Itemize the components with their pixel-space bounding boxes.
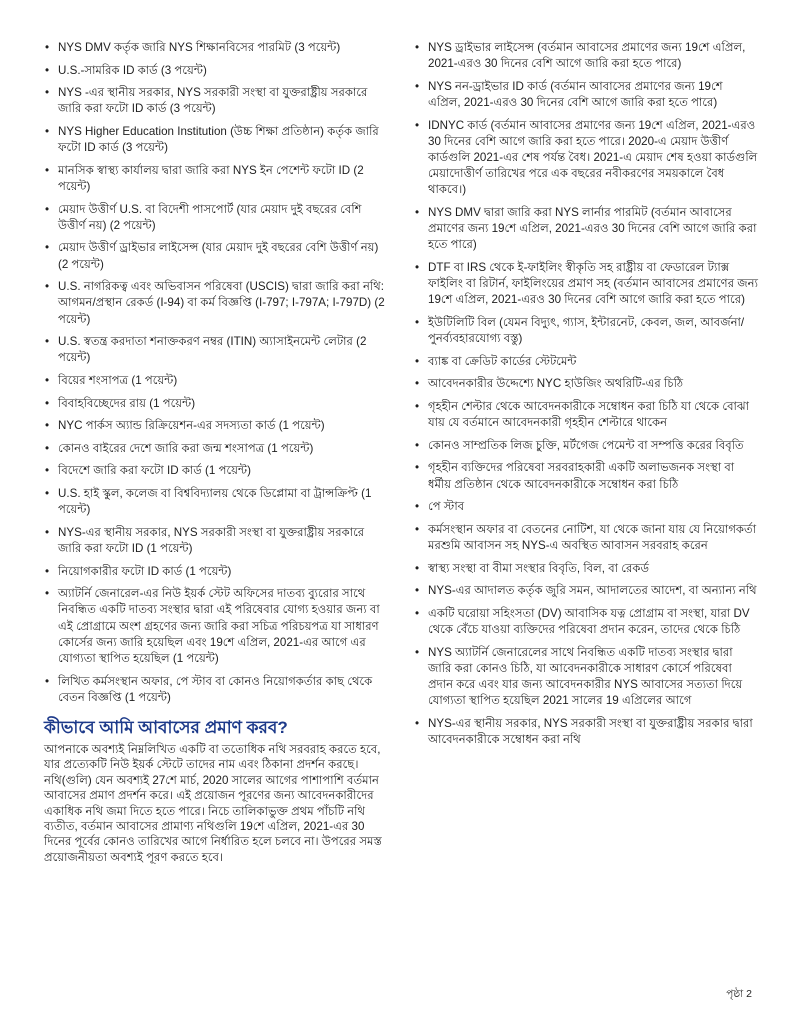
list-item: • NYS-এর স্থানীয় সরকার, NYS সরকারী সংস্থা বা যুক্তরাষ্ট্রীয় সরকার দ্বারা আবেদনকারীকে সম্বোধন করা নথি	[414, 716, 758, 748]
list-item: • ইউটিলিটি বিল (যেমন বিদ্যুৎ, গ্যাস, ইন্টারনেট, কেবল, জল, আবর্জনা/পুনর্ব্যবহারযোগ্য বস্তু)	[414, 315, 758, 347]
list-item: • NYS DMV কর্তৃক জারি NYS শিক্ষানবিসের পারমিট (3 পয়েন্ট)	[44, 40, 388, 56]
body-paragraph: আপনাকে অবশ্যই নিম্নলিখিত একটি বা ততোধিক নথি সরবরাহ করতে হবে, যার প্রত্যেকটি নিউ ইয়র্ক স্টেটে তাদের নাম এবং ঠিকানা প্রদর্শন করছে। নথি(গুলি) যেন অবশ্যই 27শে মার্চ, 2020 সালের আগের পাশাপাশি বর্তমান আবাসের প্রমাণ প্রদর্শন করে। এই প্রয়োজন পূরণের জন্য আবেদনকারীদের একাধিক নথি জমা দিতে হতে পারে। নিচে তালিকাভুক্ত প্রথম পাঁচটি নথি ব্যতীত, বর্তমান আবাসের প্রামাণ্য নথিগুলি 19শে এপ্রিল, 2021-এর 30 দিনের পূর্বের কোনও তারিখের আগে নির্ধারিত হলে চলবে না। উপরের সমস্ত প্রয়োজনীয়তা অবশ্যই পূরণ করতে হবে।	[44, 742, 382, 864]
list-item: • স্বাস্থ্য সংস্থা বা বীমা সংস্থার বিবৃতি, বিল, বা রেকর্ড	[414, 561, 758, 577]
section-heading: কীভাবে আমি আবাসের প্রমাণ করব?	[44, 717, 288, 737]
list-item: • NYS -এর স্থানীয় সরকার, NYS সরকারী সংস্থা বা যুক্তরাষ্ট্রীয় সরকারে জারি করা ফটো ID কার্ড (3 পয়েন্ট)	[44, 85, 388, 117]
list-item: • গৃহহীন ব্যক্তিদের পরিষেবা সরবরাহকারী একটি অলাভজনক সংস্থা বা ধর্মীয় প্রতিষ্ঠান থেকে আবেদনকারীকে সম্বোধন করা চিঠি	[414, 460, 758, 492]
list-item: • ব্যাঙ্ক বা ক্রেডিট কার্ডের স্টেটমেন্ট	[414, 354, 758, 370]
list-item: • DTF বা IRS থেকে ই-ফাইলিং স্বীকৃতি সহ রাষ্ট্রীয় বা ফেডারেল ট্যাক্স ফাইলিং বা রিটার্ন, ফাইলিংয়ের প্রমাণ সহ (বর্তমান আবাসের প্রমাণের জন্য 19শে এপ্রিল, 2021-এরও 30 দিনের বেশি আগে জারি করা হতে পারে)	[414, 260, 758, 309]
list-item: • NYS-এর স্থানীয় সরকার, NYS সরকারী সংস্থা বা যুক্তরাষ্ট্রীয় সরকারে জারি করা ফটো ID (1 পয়েন্ট)	[44, 525, 388, 557]
list-item: • U.S. হাই স্কুল, কলেজ বা বিশ্ববিদ্যালয় থেকে ডিপ্লোমা বা ট্রান্সক্রিপ্ট (1 পয়েন্ট)	[44, 486, 388, 518]
page-number: পৃষ্ঠা 2	[726, 988, 752, 1000]
list-item: • অ্যাটর্নি জেনারেল-এর নিউ ইয়র্ক স্টেট অফিসের দাতব্য ব্যুরোর সাথে নিবন্ধিত একটি দাতব্য সংস্থার দ্বারা এই পরিষেবার যোগ্য হওয়ার জন্য বা এই প্রোগ্রামে অংশ গ্রহণের জন্য জারি করা সচিত্র পরিচয়পত্র যা সাধারণ কোর্সের জন্য জারি হয়েছিল এবং 19শে এপ্রিল, 2021-এর আগে এর যোগ্যতা স্থাপিত হয়েছিল (1 পয়েন্ট)	[44, 586, 388, 667]
list-item: • কর্মসংস্থান অফার বা বেতনের নোটিশ, যা থেকে জানা যায় যে নিয়োগকর্তা মরশুমি আবাসন সহ NYS-এ অবস্থিত আবাসন সরবরাহ করেন	[414, 522, 758, 554]
left-column	[44, 40, 388, 865]
proof-of-residency-list	[414, 40, 758, 748]
list-item: • U.S. নাগরিকত্ব এবং অভিবাসন পরিষেবা (USCIS) দ্বারা জারি করা নথি: আগমন/প্রস্থান রেকর্ড (I-94) বা কর্ম বিজ্ঞপ্তি (I-797; I-797A; I-797D) (2 পয়েন্ট)	[44, 279, 388, 328]
list-item: • কোনও সাম্প্রতিক লিজ চুক্তি, মর্টগেজ পেমেন্ট বা সম্পত্তি করের বিবৃতি	[414, 438, 758, 454]
list-item: • কোনও বাইরের দেশে জারি করা জন্ম শংসাপত্র (1 পয়েন্ট)	[44, 441, 388, 457]
list-item: • মেয়াদ উত্তীর্ণ ড্রাইভার লাইসেন্স (যার মেয়াদ দুই বছরের বেশি উত্তীর্ণ নয়) (2 পয়েন্ট)	[44, 240, 388, 272]
list-item: • মানসিক স্বাস্থ্য কার্যালয় দ্বারা জারি করা NYS ইন পেশেন্ট ফটো ID (2 পয়েন্ট)	[44, 163, 388, 195]
list-item: • বিদেশে জারি করা ফটো ID কার্ড (1 পয়েন্ট)	[44, 463, 388, 479]
list-item: • বিবাহবিচ্ছেদের রায় (1 পয়েন্ট)	[44, 396, 388, 412]
list-item: • U.S.-সামরিক ID কার্ড (3 পয়েন্ট)	[44, 63, 388, 79]
list-item: • NYS-এর আদালত কর্তৃক জুরি সমন, আদালতের আদেশ, বা অন্যান্য নথি	[414, 583, 758, 599]
right-column	[414, 40, 758, 755]
list-item: • NYS Higher Education Institution (উচ্চ শিক্ষা প্রতিষ্ঠান) কর্তৃক জারি ফটো ID কার্ড (3 পয়েন্ট)	[44, 124, 388, 156]
list-item: • NYS অ্যাটর্নি জেনারেলের সাথে নিবন্ধিত একটি দাতব্য সংস্থার দ্বারা জারি করা কোনও চিঠি, যা আবেদনকারীকে সাধারণ কোর্সে পরিষেবা প্রদান করে এবং যার জন্য আবেদনকারীর NYS আবাসের সত্যতা দিয়ে যোগ্যতা স্থাপিত হয়েছিল 2021 সালের 19 এপ্রিলের আগে	[414, 645, 758, 710]
list-item: • NYC পার্কস অ্যান্ড রিক্রিয়েশন-এর সদস্যতা কার্ড (1 পয়েন্ট)	[44, 418, 388, 434]
list-item: • বিয়ের শংসাপত্র (1 পয়েন্ট)	[44, 373, 388, 389]
list-item: • নিয়োগকারীর ফটো ID কার্ড (1 পয়েন্ট)	[44, 564, 388, 580]
list-item: • NYS ড্রাইভার লাইসেন্স (বর্তমান আবাসের প্রমাণের জন্য 19শে এপ্রিল, 2021-এরও 30 দিনের বেশি আগে জারি করা হতে পারে)	[414, 40, 758, 72]
list-item: • লিখিত কর্মসংস্থান অফার, পে স্টাব বা কোনও নিয়োগকর্তার কাছ থেকে বেতন বিজ্ঞপ্তি (1 পয়েন্ট)	[44, 674, 388, 706]
list-item: • মেয়াদ উত্তীর্ণ U.S. বা বিদেশী পাসপোর্ট (যার মেয়াদ দুই বছরের বেশি উত্তীর্ণ নয়) (2 পয়েন্ট)	[44, 202, 388, 234]
list-item: • পে স্টাব	[414, 499, 758, 515]
list-item: • IDNYC কার্ড (বর্তমান আবাসের প্রমাণের জন্য 19শে এপ্রিল, 2021-এরও 30 দিনের বেশি আগে জারি করা হতে পারে। 2020-এ মেয়াদ উত্তীর্ণ কার্ডগুলি 2021-এর শেষ পর্যন্ত বৈধ। 2021-এ মেয়াদ শেষ হওয়া কার্ডগুলি মেয়াদোত্তীর্ণ তারিখের পরে এক বছরের নবীকরণের সময়কালে বৈধ থাকবে।)	[414, 118, 758, 199]
list-item: • গৃহহীন শেল্টার থেকে আবেদনকারীকে সম্বোধন করা চিঠি যা থেকে বোঝা যায় যে বর্তমানে আবেদনকারী গৃহহীন শেল্টারে থাকেন	[414, 399, 758, 431]
proof-of-identity-list	[44, 40, 388, 706]
list-item: • NYS নন-ড্রাইভার ID কার্ড (বর্তমান আবাসের প্রমাণের জন্য 19শে এপ্রিল, 2021-এরও 30 দিনের বেশি আগে জারি করা হতে পারে)	[414, 79, 758, 111]
list-item: • NYS DMV দ্বারা জারি করা NYS লার্নার পারমিট (বর্তমান আবাসের প্রমাণের জন্য 19শে এপ্রিল, 2021-এরও 30 দিনের বেশি আগে জারি করা হতে পারে)	[414, 205, 758, 254]
list-item: • একটি ঘরোয়া সহিংসতা (DV) আবাসিক যত্ন প্রোগ্রাম বা সংস্থা, যারা DV থেকে বেঁচে যাওয়া ব্যক্তিদের পরিষেবা প্রদান করেন, তাদের থেকে চিঠি	[414, 606, 758, 638]
list-item: • আবেদনকারীর উদ্দেশ্যে NYC হাউজিং অথরিটি-এর চিঠি	[414, 376, 758, 392]
list-item: • U.S. স্বতন্ত্র করদাতা শনাক্তকরণ নম্বর (ITIN) অ্যাসাইনমেন্ট লেটার (2 পয়েন্ট)	[44, 334, 388, 366]
